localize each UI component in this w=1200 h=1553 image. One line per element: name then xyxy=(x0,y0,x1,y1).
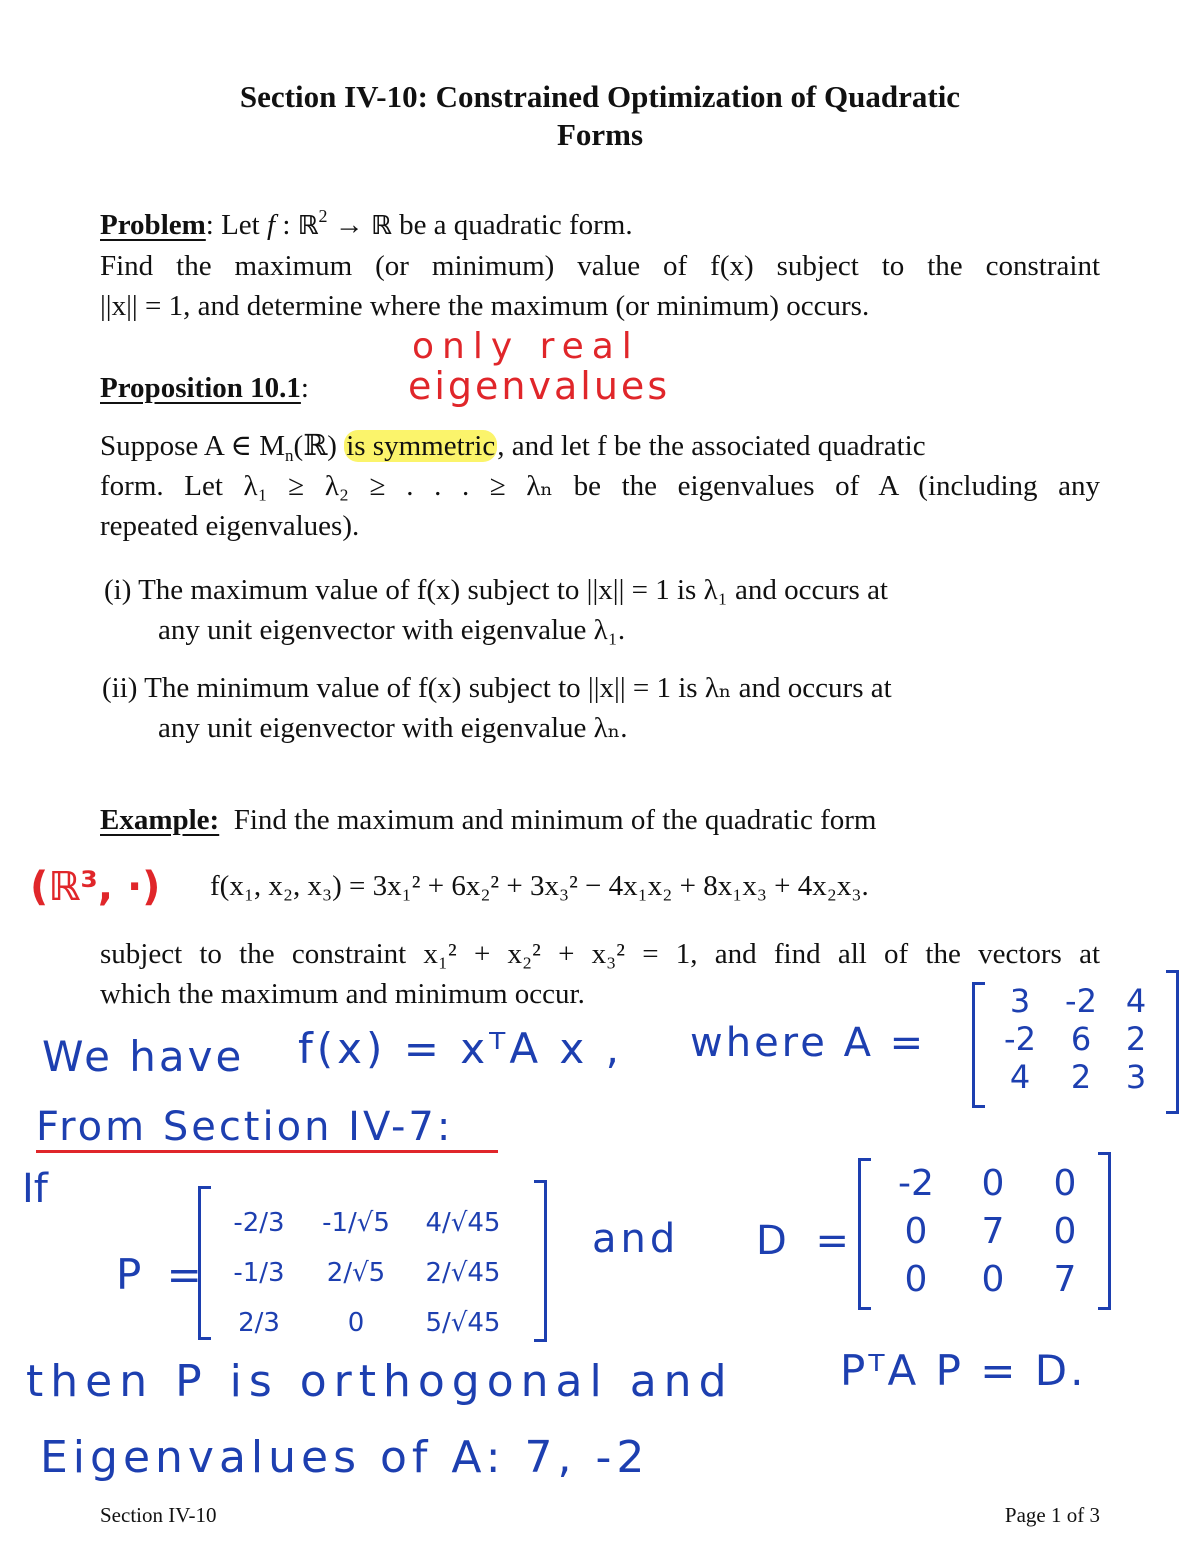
proposition-line-3: repeated eigenvalues). xyxy=(100,510,360,542)
matrix-d-cell: 0 xyxy=(1053,1163,1077,1204)
exponent-two: 2 xyxy=(318,206,328,226)
problem-label: Problem xyxy=(100,209,206,241)
matrix-d-cell: 0 xyxy=(904,1259,928,1300)
matrix-p-left-bracket xyxy=(198,1186,211,1340)
matrix-a-cell: 6 xyxy=(1070,1020,1092,1058)
problem-text-post: be a quadratic form. xyxy=(391,209,633,241)
highlight-symmetric: is symmetric xyxy=(346,430,496,462)
footer-section-label: Section IV-10 xyxy=(100,1503,217,1527)
footer-page-number: Page 1 of 3 xyxy=(1004,1503,1100,1527)
page-title-line-2: Forms xyxy=(556,117,644,152)
handwritten-only-real: only real xyxy=(412,326,640,367)
matrix-d-cell: 7 xyxy=(981,1211,1005,1252)
proposition-line-2: form. Let λ₁ ≥ λ₂ ≥ . . . ≥ λₙ be the eigenvalues of A (including any xyxy=(100,470,1100,502)
problem-statement: Problem: Let f : ℝ$^2$ → ℝ be a quadratic form. xyxy=(100,206,633,241)
subscript-n: n xyxy=(285,446,294,465)
example-label: Example: xyxy=(100,804,220,836)
handwritten-we-have: We have xyxy=(42,1032,245,1081)
matrix-a xyxy=(990,982,1160,1096)
f-symbol: f xyxy=(267,209,276,241)
handwritten-p-equals: P = xyxy=(116,1250,208,1299)
matrix-a-cell: 4 xyxy=(1125,982,1147,1020)
handwritten-and: and xyxy=(592,1216,680,1262)
handwritten-fx-equation: f(x) = xᵀA x , xyxy=(298,1024,623,1073)
handwritten-d-equals: D = xyxy=(756,1218,858,1264)
matrix-p-cell: 0 xyxy=(347,1308,365,1338)
reals-symbol-2: ℝ xyxy=(370,211,392,241)
proposition-heading: Proposition 10.1: xyxy=(100,372,309,404)
reals-symbol: ℝ xyxy=(297,211,319,241)
handwritten-from-section: From Section IV-7: xyxy=(36,1104,454,1150)
matrix-p-right-bracket xyxy=(534,1180,547,1342)
matrix-a-cell: 3 xyxy=(1009,982,1031,1020)
matrix-a-left-bracket xyxy=(972,982,985,1108)
example-text-1: Find the maximum and minimum of the quadratic form xyxy=(233,804,877,836)
proposition-item-2-line-1: (ii) The minimum value of f(x) subject to ||x|| = 1 is λₙ and occurs at xyxy=(102,672,892,704)
page-title-line-1: Section IV-10: Constrained Optimization of Quadratic xyxy=(239,79,961,114)
matrix-a-cell: -2 xyxy=(1065,982,1097,1020)
matrix-a-cell: 4 xyxy=(1009,1058,1031,1096)
example-line-1 xyxy=(100,802,1100,838)
proposition-item-1-line-2: any unit eigenvector with eigenvalue λ₁. xyxy=(158,614,626,646)
matrix-d-left-bracket xyxy=(858,1158,871,1310)
proposition-item-2-line-2: any unit eigenvector with eigenvalue λₙ. xyxy=(158,712,628,744)
proposition-item-1-line-1: (i) The maximum value of f(x) subject to ||x|| = 1 is λ₁ and occurs at xyxy=(104,574,888,606)
proposition-label: Proposition 10.1 xyxy=(100,372,301,404)
handwritten-then-orthogonal: then P is orthogonal and xyxy=(26,1356,734,1407)
proposition-line-1-rest: , and let f be the associated quadratic xyxy=(497,430,926,462)
matrix-d-cell: 0 xyxy=(904,1211,928,1252)
handwritten-ptap-equals-d: PᵀA P = D. xyxy=(840,1346,1087,1395)
matrix-p xyxy=(214,1198,518,1348)
matrix-a-right-bracket xyxy=(1166,970,1179,1114)
matrix-d-cell: -2 xyxy=(898,1163,934,1204)
problem-text-pre: Let xyxy=(221,209,267,241)
matrix-a-cell: 3 xyxy=(1125,1058,1147,1096)
example-line-2: subject to the constraint x₁² + x₂² + x₃² = 1, and find all of the vectors at xyxy=(100,938,1100,970)
matrix-p-cell: 4/√45 xyxy=(425,1208,501,1238)
matrix-p-cell: 2/√45 xyxy=(425,1258,501,1288)
matrix-d-cell: 0 xyxy=(1053,1211,1077,1252)
handwritten-if: If xyxy=(22,1166,48,1212)
matrix-a-cell: 2 xyxy=(1125,1020,1147,1058)
matrix-p-cell: -2/3 xyxy=(233,1208,285,1238)
problem-line-2: Find the maximum (or minimum) value of f(x) subject to the constraint xyxy=(100,250,1100,282)
matrix-d xyxy=(876,1160,1100,1304)
reals-in-parens: (ℝ) xyxy=(293,430,337,462)
arrow-symbol: → xyxy=(327,209,371,241)
colon: : xyxy=(275,209,298,241)
matrix-d-cell: 7 xyxy=(1053,1259,1077,1300)
problem-line-3: ||x|| = 1, and determine where the maximum (or minimum) occurs. xyxy=(100,290,870,322)
matrix-d-right-bracket xyxy=(1098,1152,1111,1310)
matrix-d-cell: 0 xyxy=(981,1259,1005,1300)
matrix-a-cell: 2 xyxy=(1070,1058,1092,1096)
proposition-suppose: Suppose A ∈ M xyxy=(100,430,286,462)
handwritten-eigenvalues-note: eigenvalues xyxy=(408,364,671,408)
handwritten-where-a: where A = xyxy=(690,1020,927,1066)
matrix-p-cell: -1/√5 xyxy=(322,1208,390,1238)
handwritten-eigenvalues-of-a: Eigenvalues of A: 7, -2 xyxy=(40,1432,650,1483)
matrix-p-cell: 2/√5 xyxy=(326,1258,386,1288)
matrix-p-cell: 2/3 xyxy=(238,1308,280,1338)
matrix-p-cell: 5/√45 xyxy=(425,1308,501,1338)
matrix-a-cell: -2 xyxy=(1004,1020,1036,1058)
matrix-d-cell: 0 xyxy=(981,1163,1005,1204)
example-line-3: which the maximum and minimum occur. xyxy=(100,978,585,1010)
example-formula: f(x₁, x₂, x₃) = 3x₁² + 6x₂² + 3x₃² − 4x₁x₂ + 8x₁x₃ + 4x₂x₃. xyxy=(210,870,869,902)
red-underline xyxy=(36,1150,498,1153)
matrix-p-cell: -1/3 xyxy=(233,1258,285,1288)
handwritten-r3-dot-note: (ℝ³, ·) xyxy=(30,864,161,910)
